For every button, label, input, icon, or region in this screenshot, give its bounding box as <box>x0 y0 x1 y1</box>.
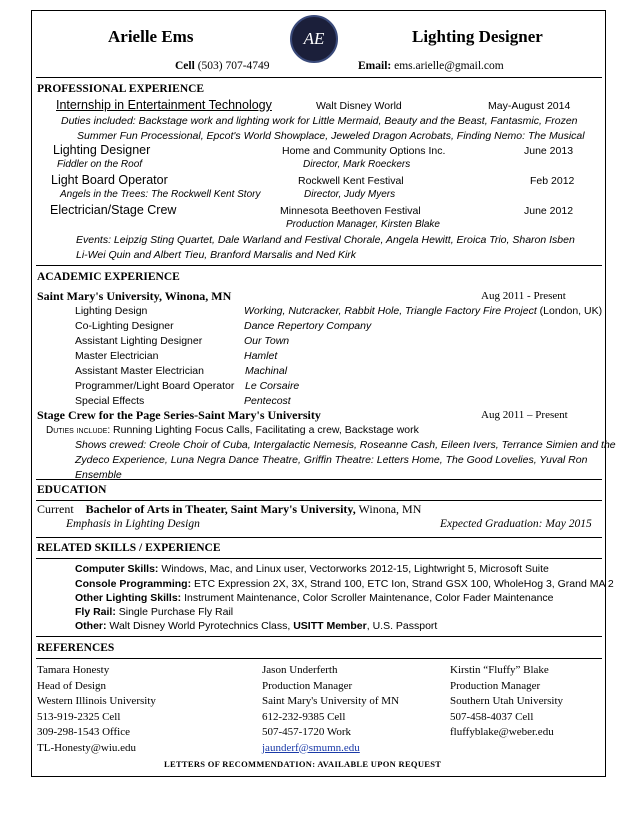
role-show: Our Town <box>244 335 290 347</box>
skill-line: Fly Rail: Single Purchase Fly Rail <box>75 606 234 618</box>
divider <box>36 558 602 559</box>
role-label: Master Electrician <box>75 350 159 362</box>
divider <box>36 658 602 659</box>
role-label: Co-Lighting Designer <box>75 320 174 332</box>
job-date: June 2013 <box>524 145 574 157</box>
job-org: Rockwell Kent Festival <box>298 175 404 187</box>
reference-column: Tamara Honesty Head of Design Western Illinois University 513-919-2325 Cell 309-298-1543 Office TL-Honesty@wiu.edu <box>37 663 156 756</box>
job-duties-line: Duties included: Backstage work and lighting work for Little Mermaid, Beauty and the Beast, Fantasmic, Frozen <box>61 115 578 127</box>
emphasis: Emphasis in Lighting Design <box>66 518 200 530</box>
role-show: Machinal <box>245 365 288 377</box>
reference-email[interactable]: fluffyblake@weber.edu <box>450 726 554 738</box>
job-date: May-August 2014 <box>488 100 571 112</box>
section-heading-education: EDUCATION <box>37 484 107 496</box>
divider <box>36 636 602 637</box>
job-role: Light Board Operator <box>51 173 168 187</box>
job-role: Electrician/Stage Crew <box>50 203 177 217</box>
role-show: Le Corsaire <box>245 380 300 392</box>
divider <box>36 479 602 480</box>
reference-column: Jason Underferth Production Manager Saint Mary's University of MN 612-232-9385 Cell 507-457-1720 Work jaunderf@smumn.edu <box>262 663 399 756</box>
section-heading-professional: PROFESSIONAL EXPERIENCE <box>37 83 205 95</box>
job-role: Internship in Entertainment Technology <box>56 98 272 112</box>
reference-email-link[interactable]: jaunderf@smumn.edu <box>262 741 360 754</box>
role-label: Programmer/Light Board Operator <box>75 380 235 392</box>
director: Production Manager, Kirsten Blake <box>286 219 440 230</box>
job-duties-line: Summer Fun Processional, Epcot's World Showplace, Jeweled Dragon Acrobats, Finding Nemo: The Musical <box>77 130 585 142</box>
reference-email[interactable]: TL-Honesty@wiu.edu <box>37 741 137 754</box>
school-name: Saint Mary's University, Winona, MN <box>37 289 232 303</box>
skill-line: Computer Skills: Windows, Mac, and Linux user, Vectorworks 2012-15, Lightwright 5, Microsoft Suite <box>75 563 549 575</box>
crew-duties: Duties include: Running Lighting Focus Calls, Facilitating a crew, Backstage work <box>46 424 419 436</box>
role-label: Lighting Design <box>75 305 148 317</box>
job-org: Home and Community Options Inc. <box>282 145 446 157</box>
role-show: Pentecost <box>244 395 291 407</box>
role-show: Hamlet <box>244 350 278 362</box>
reference-column: Kirstin “Fluffy” Blake Production Manager Southern Utah University 507-458-4037 Cell fluffyblake@weber.edu <box>450 663 563 741</box>
degree-line: Current Bachelor of Arts in Theater, Saint Mary's University, Winona, MN <box>37 502 422 516</box>
director: Director, Judy Myers <box>304 189 396 200</box>
section-heading-skills: RELATED SKILLS / EXPERIENCE <box>37 542 221 554</box>
job-org: Minnesota Beethoven Festival <box>280 205 421 217</box>
divider <box>36 77 602 78</box>
crew-title: Stage Crew for the Page Series-Saint Mary's University <box>37 408 321 422</box>
job-org: Walt Disney World <box>316 100 402 112</box>
job-date: June 2012 <box>524 205 574 217</box>
job-date: Feb 2012 <box>530 175 575 187</box>
director: Director, Mark Roeckers <box>303 159 411 170</box>
crew-date: Aug 2011 – Present <box>481 409 568 421</box>
skill-line: Other Lighting Skills: Instrument Maintenance, Color Scroller Maintenance, Color Fader Maintenance <box>75 592 554 604</box>
recommendation-footer: LETTERS OF RECOMMENDATION: AVAILABLE UPON REQUEST <box>164 759 442 769</box>
divider <box>36 265 602 266</box>
show-title: Fiddler on the Roof <box>57 159 143 170</box>
job-role: Lighting Designer <box>53 143 151 157</box>
role-show: Working, Nutcracker, Rabbit Hole, Triangle Factory Fire Project (London, UK) <box>244 305 603 317</box>
role-show: Dance Repertory Company <box>244 320 372 332</box>
cell-line: Cell (503) 707-4749 <box>175 60 270 72</box>
show-title: Angels in the Trees: The Rockwell Kent Story <box>60 189 261 200</box>
divider <box>36 500 602 501</box>
events-line: Li-Wei Quin and Albert Tieu, Branford Marsalis and Ned Kirk <box>76 249 357 261</box>
skill-line: Console Programming: ETC Expression 2X, 3X, Strand 100, ETC Ion, Strand GSX 100, WholeHog 3, Grand MA 2 <box>75 578 614 590</box>
email-line: Email: ems.arielle@gmail.com <box>358 60 504 72</box>
email-link[interactable]: ems.arielle@gmail.com <box>394 60 504 72</box>
graduation-date: Expected Graduation: May 2015 <box>440 518 592 530</box>
section-heading-references: REFERENCES <box>37 642 115 654</box>
crewed-line: Ensemble <box>75 469 122 481</box>
section-heading-academic: ACADEMIC EXPERIENCE <box>37 271 180 283</box>
school-date: Aug 2011 - Present <box>481 290 566 302</box>
skill-line: Other: Walt Disney World Pyrotechnics Class, USITT Member, U.S. Passport <box>75 620 438 632</box>
role-label: Assistant Lighting Designer <box>75 335 203 347</box>
candidate-title: Lighting Designer <box>412 27 543 46</box>
role-label: Special Effects <box>75 395 145 407</box>
role-label: Assistant Master Electrician <box>75 365 204 377</box>
candidate-name: Arielle Ems <box>108 27 194 46</box>
crewed-line: Zydeco Experience, Luna Negra Dance Theatre, Griffin Theatre: Letters Home, The Good Lovelies, Yuval Ron <box>75 454 588 466</box>
crewed-line: Shows crewed: Creole Choir of Cuba, Intergalactic Nemesis, Roseanne Cash, Eileen Ivers, Terrance Simien and the <box>75 439 616 451</box>
events-line: Events: Leipzig Sting Quartet, Dale Warland and Festival Chorale, Angela Hewitt, Eroica Trio, Sharon Isben <box>76 234 575 246</box>
divider <box>36 537 602 538</box>
monogram-logo: AE <box>290 15 338 63</box>
